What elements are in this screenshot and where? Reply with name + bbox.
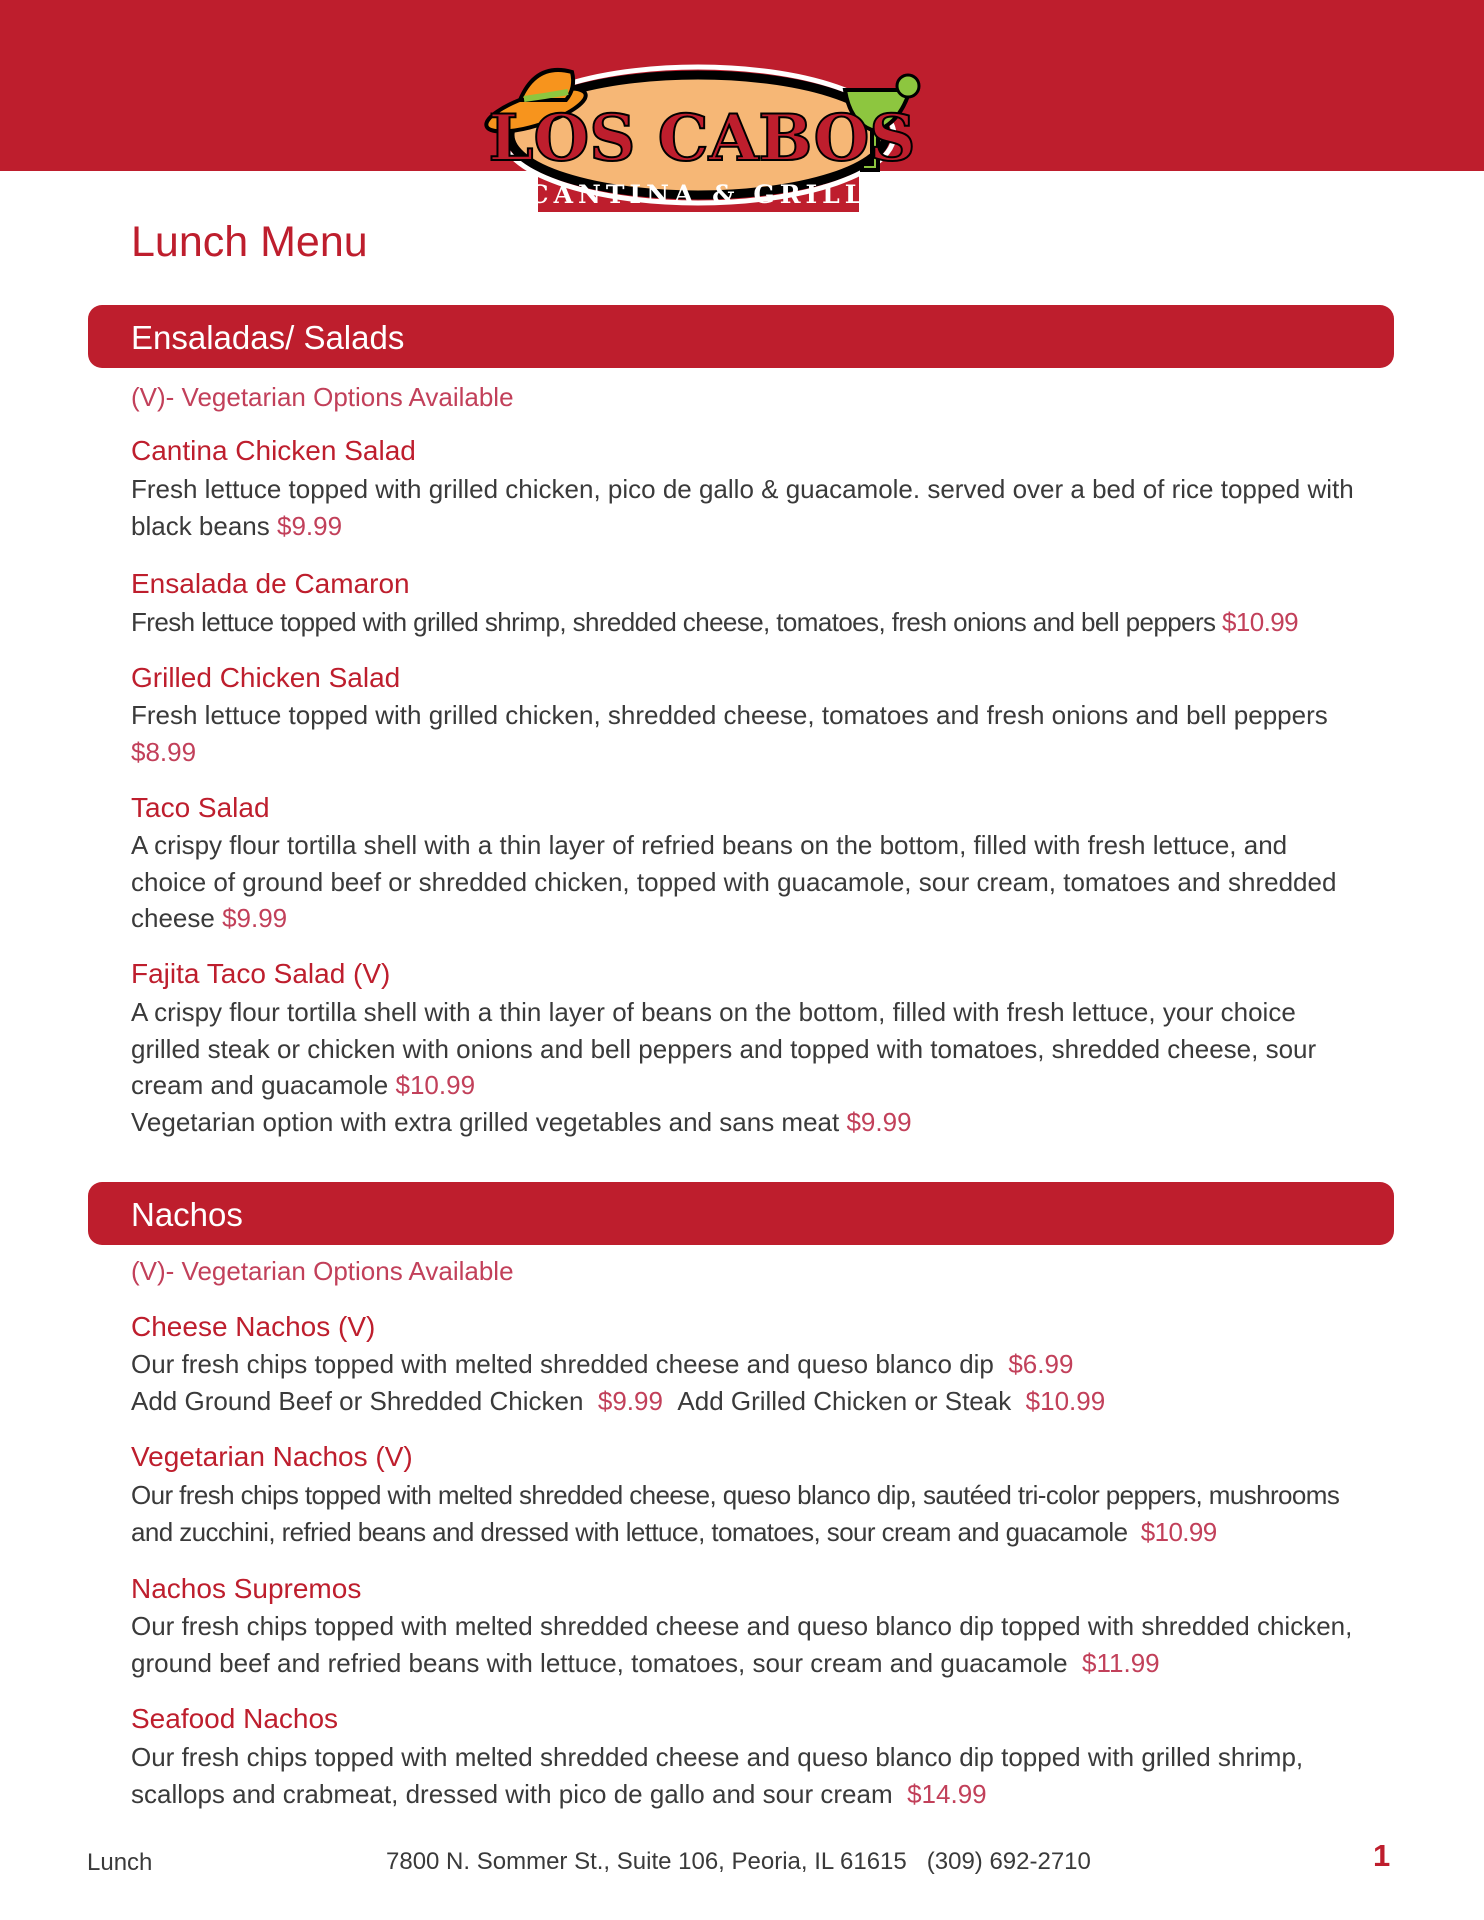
footer-label: Lunch xyxy=(87,1849,153,1876)
footer-address: 7800 N. Sommer St., Suite 106, Peoria, IL 61615 (309) 692-2710 xyxy=(386,1848,1091,1875)
menu-item-description: Fresh lettuce topped with grilled chicken, shredded cheese, tomatoes and fresh onions and bell peppers $8.99 xyxy=(131,700,1328,767)
menu-item-description: Our fresh chips topped with melted shredded cheese and queso blanco dip topped with grilled shrimp, scallops and crabmeat, dressed with pico de gallo and sour cream $14.99 xyxy=(131,1742,1304,1809)
menu-item-name: Nachos Supremos xyxy=(131,1573,362,1604)
menu-item-description: A crispy flour tortilla shell with a thin layer of beans on the bottom, filled with fresh lettuce, your choice grilled steak or chicken with onions and bell peppers and topped with tomatoes, shredded cheese, sour cream and guacamole $10.99 Vegetarian option with extra grilled vegetables and sans meat $9.99 xyxy=(131,997,1317,1137)
brand-name: LOS CABOS xyxy=(488,101,916,176)
menu-item-name: Seafood Nachos xyxy=(131,1703,339,1734)
section-title: Nachos xyxy=(131,1196,243,1233)
menu-item-description: Our fresh chips topped with melted shredded cheese, queso blanco dip, sautéed tri-color peppers, mushrooms and zucchini, refried beans and dressed with lettuce, tomatoes, sour cream and guacamole $10.99 xyxy=(131,1480,1340,1547)
menu-item-name: Grilled Chicken Salad xyxy=(131,662,401,693)
menu-item-price: $14.99 xyxy=(907,1778,987,1809)
menu-item-price: $10.99 xyxy=(395,1070,476,1100)
menu-item-description: Our fresh chips topped with melted shredded cheese and queso blanco dip $6.99 Add Ground Beef or Shredded Chicken $9.99 Add Grilled Chicken or Steak $10.99 xyxy=(131,1349,1106,1416)
section-header-salads xyxy=(88,305,1394,368)
los-cabos-logo xyxy=(480,52,930,232)
menu-item-name: Cheese Nachos (V) xyxy=(131,1311,376,1342)
section-title: Ensaladas/ Salads xyxy=(131,319,405,356)
menu-item-name: Vegetarian Nachos (V) xyxy=(131,1441,413,1472)
section-header-nachos xyxy=(88,1182,1394,1245)
menu-item-price: $8.99 xyxy=(131,736,197,767)
vegetarian-note: (V)- Vegetarian Options Available xyxy=(131,1256,514,1286)
menu-item-name: Ensalada de Camaron xyxy=(131,568,410,599)
brand-tagline: CANTINA & GRILL xyxy=(528,180,868,209)
menu-item-name: Fajita Taco Salad (V) xyxy=(131,958,391,989)
menu-item-description: Fresh lettuce topped with grilled shrimp, shredded cheese, tomatoes, fresh onions and bell peppers $10.99 xyxy=(131,607,1298,637)
page-number: 1 xyxy=(1373,1838,1391,1873)
menu-item-price: $9.99 xyxy=(597,1385,663,1416)
menu-item-price: $10.99 xyxy=(1222,607,1298,637)
menu-item-description: A crispy flour tortilla shell with a thin layer of refried beans on the bottom, filled with fresh lettuce, and choice of ground beef or shredded chicken, topped with guacamole, sour cream, tomatoes and shredded cheese $9.99 xyxy=(131,830,1337,933)
menu-item-price: $9.99 xyxy=(846,1106,912,1137)
vegetarian-note: (V)- Vegetarian Options Available xyxy=(131,382,514,412)
menu-item-description: Fresh lettuce topped with grilled chicken, pico de gallo & guacamole. served over a bed of rice topped with black beans $9.99 xyxy=(131,474,1354,541)
menu-item-name: Taco Salad xyxy=(131,792,270,823)
menu-item-description: Our fresh chips topped with melted shredded cheese and queso blanco dip topped with shredded chicken, ground beef and refried beans with lettuce, tomatoes, sour cream and guacamole $11.99 xyxy=(131,1611,1353,1678)
page-title: Lunch Menu xyxy=(131,218,368,266)
menu-item-price: $11.99 xyxy=(1082,1647,1160,1678)
menu-item-price: $9.99 xyxy=(277,510,343,541)
menu-item-price: $10.99 xyxy=(1140,1516,1217,1547)
menu-item-price: $9.99 xyxy=(222,903,288,933)
menu-item-name: Cantina Chicken Salad xyxy=(131,435,416,466)
menu-item-price: $6.99 xyxy=(1008,1349,1074,1379)
logo-graphic xyxy=(480,52,930,232)
menu-item-price: $10.99 xyxy=(1025,1385,1106,1416)
